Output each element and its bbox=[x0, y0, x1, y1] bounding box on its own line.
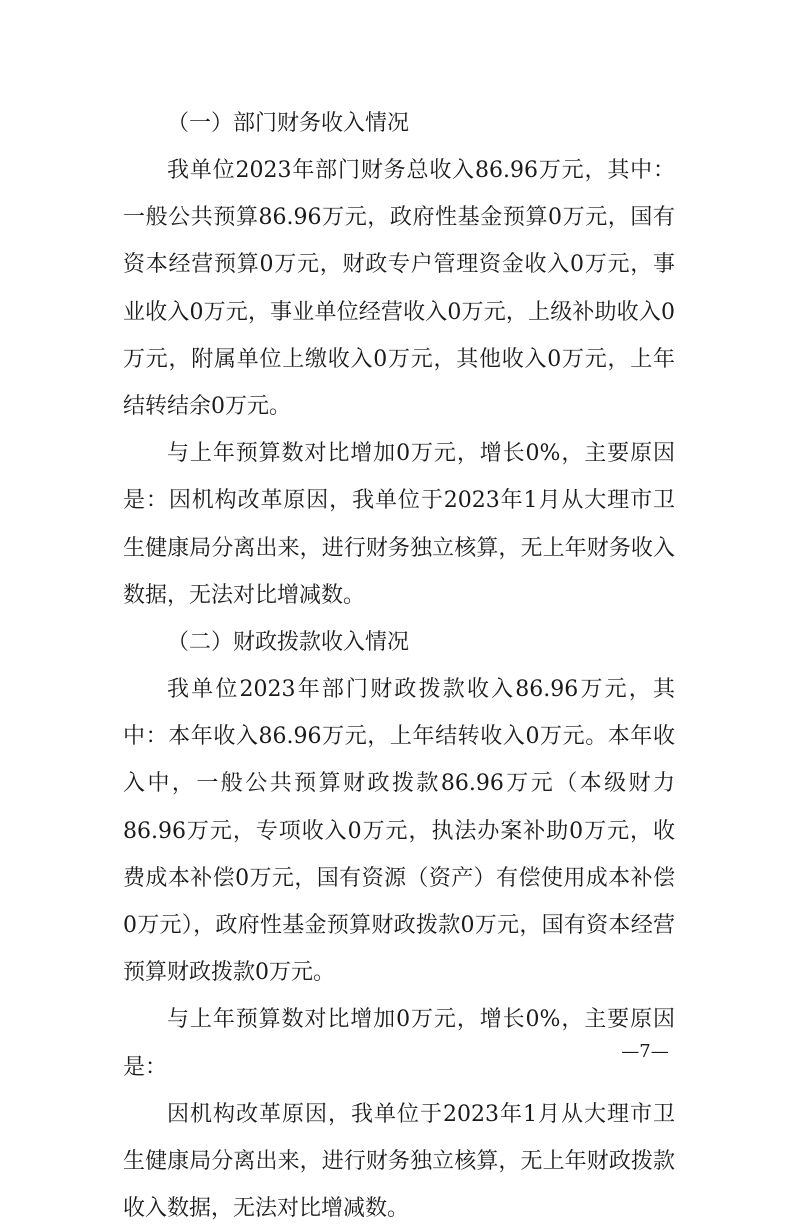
paragraph-total-income: 我单位2023年部门财务总收入86.96万元，其中：一般公共预算86.96万元，政府性基金预算0万元，国有资本经营预算0万元，财政专户管理资金收入0万元，事业收入0万元，事业单位经营收入0万元，上级补助收入0万元，附属单位上缴收入0万元，其他收入0万元，上年结转结余0万元。 bbox=[123, 158, 675, 420]
paragraph-appropriation-reason: 因机构改革原因，我单位于2023年1月从大理市卫生健康局分离出来，进行财务独立核算，无上年财政拨款收入数据，无法对比增减数。 bbox=[123, 1101, 675, 1222]
paragraph-appropriation-comparison: 与上年预算数对比增加0万元，增长0%，主要原因是： bbox=[123, 1007, 675, 1080]
paragraph-income-comparison: 与上年预算数对比增加0万元，增长0%，主要原因是：因机构改革原因，我单位于2023年1月从大理市卫生健康局分离出来，进行财务独立核算，无上年财务收入数据，无法对比增减数。 bbox=[123, 441, 675, 608]
section-heading-financial-income: （一）部门财务收入情况 bbox=[167, 111, 410, 136]
paragraph-appropriation-income: 我单位2023年部门财政拨款收入86.96万元，其中：本年收入86.96万元，上年结转收入0万元。本年收入中，一般公共预算财政拨款86.96万元（本级财力86.96万元，专项收入0万元，执法办案补助0万元，收费成本补偿0万元，国有资源（资产）有偿使用成本补偿0万元），政府性基金预算财政拨款0万元，国有资本经营预算财政拨款0万元。 bbox=[123, 677, 675, 986]
section-heading-appropriation-income: （二）财政拨款收入情况 bbox=[167, 630, 410, 656]
page-number: —7— bbox=[621, 1041, 669, 1062]
document-body bbox=[123, 100, 675, 1232]
